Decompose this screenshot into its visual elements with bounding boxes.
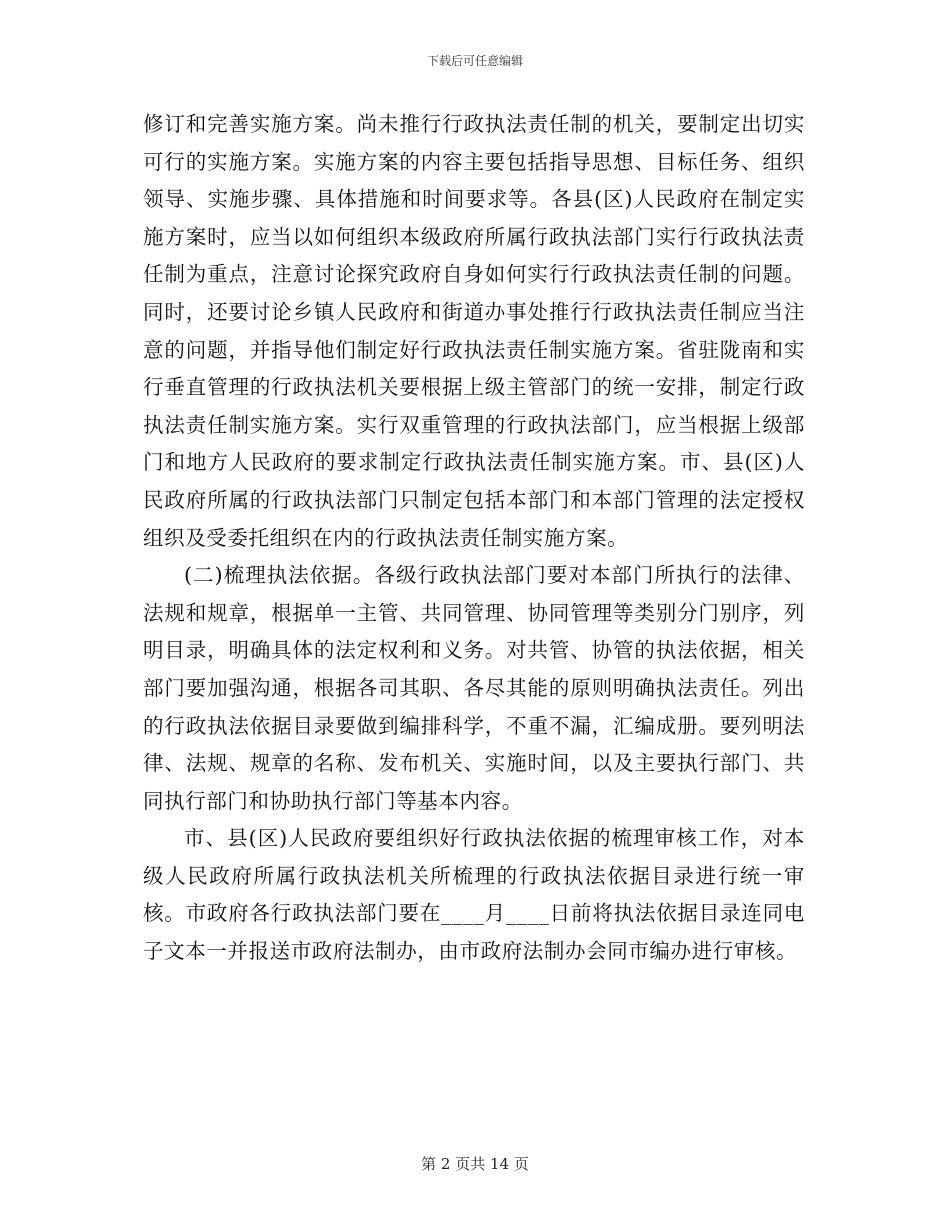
page-header: 下载后可任意编辑 — [426, 54, 523, 68]
document-body — [143, 106, 805, 971]
paragraph-review-work: 市、县(区)人民政府要组织好行政执法依据的梳理审核工作，对本级人民政府所属行政执法机关所梳理的行政执法依据目录进行统一审核。市政府各行政执法部门要在____月____日前将执法依据目录连同电子文本一并报送市政府法制办，由市政府法制办会同市编办进行审核。 — [143, 826, 805, 964]
paragraph-continuation: 修订和完善实施方案。尚未推行行政执法责任制的机关，要制定出切实可行的实施方案。实施方案的内容主要包括指导思想、目标任务、组织领导、实施步骤、具体措施和时间要求等。各县(区)人民政府在制定实施方案时，应当以如何组织本级政府所属行政执法部门实行行政执法责任制为重点，注意讨论探究政府自身如何实行行政执法责任制的问题。同时，还要讨论乡镇人民政府和街道办事处推行行政执法责任制应当注意的问题，并指导他们制定好行政执法责任制实施方案。省驻陇南和实行垂直管理的行政执法机关要根据上级主管部门的统一安排，制定行政执法责任制实施方案。实行双重管理的行政执法部门，应当根据上级部门和地方人民政府的要求制定行政执法责任制实施方案。市、县(区)人民政府所属的行政执法部门只制定包括本部门和本部门管理的法定授权组织及受委托组织在内的行政执法责任制实施方案。 — [143, 112, 805, 550]
page-number: 第 2 页共 14 页 — [421, 1155, 529, 1173]
paragraph-sort-enforcement-basis: (二)梳理执法依据。各级行政执法部门要对本部门所执行的法律、法规和规章，根据单一主管、共同管理、协同管理等类别分门别序，列明目录，明确具体的法定权利和义务。对共管、协管的执法依据，相关部门要加强沟通，根据各司其职、各尽其能的原则明确执法责任。列出的行政执法依据目录要做到编排科学，不重不漏，汇编成册。要列明法律、法规、规章的名称、发布机关、实施时间，以及主要执行部门、共同执行部门和协助执行部门等基本内容。 — [143, 563, 805, 813]
